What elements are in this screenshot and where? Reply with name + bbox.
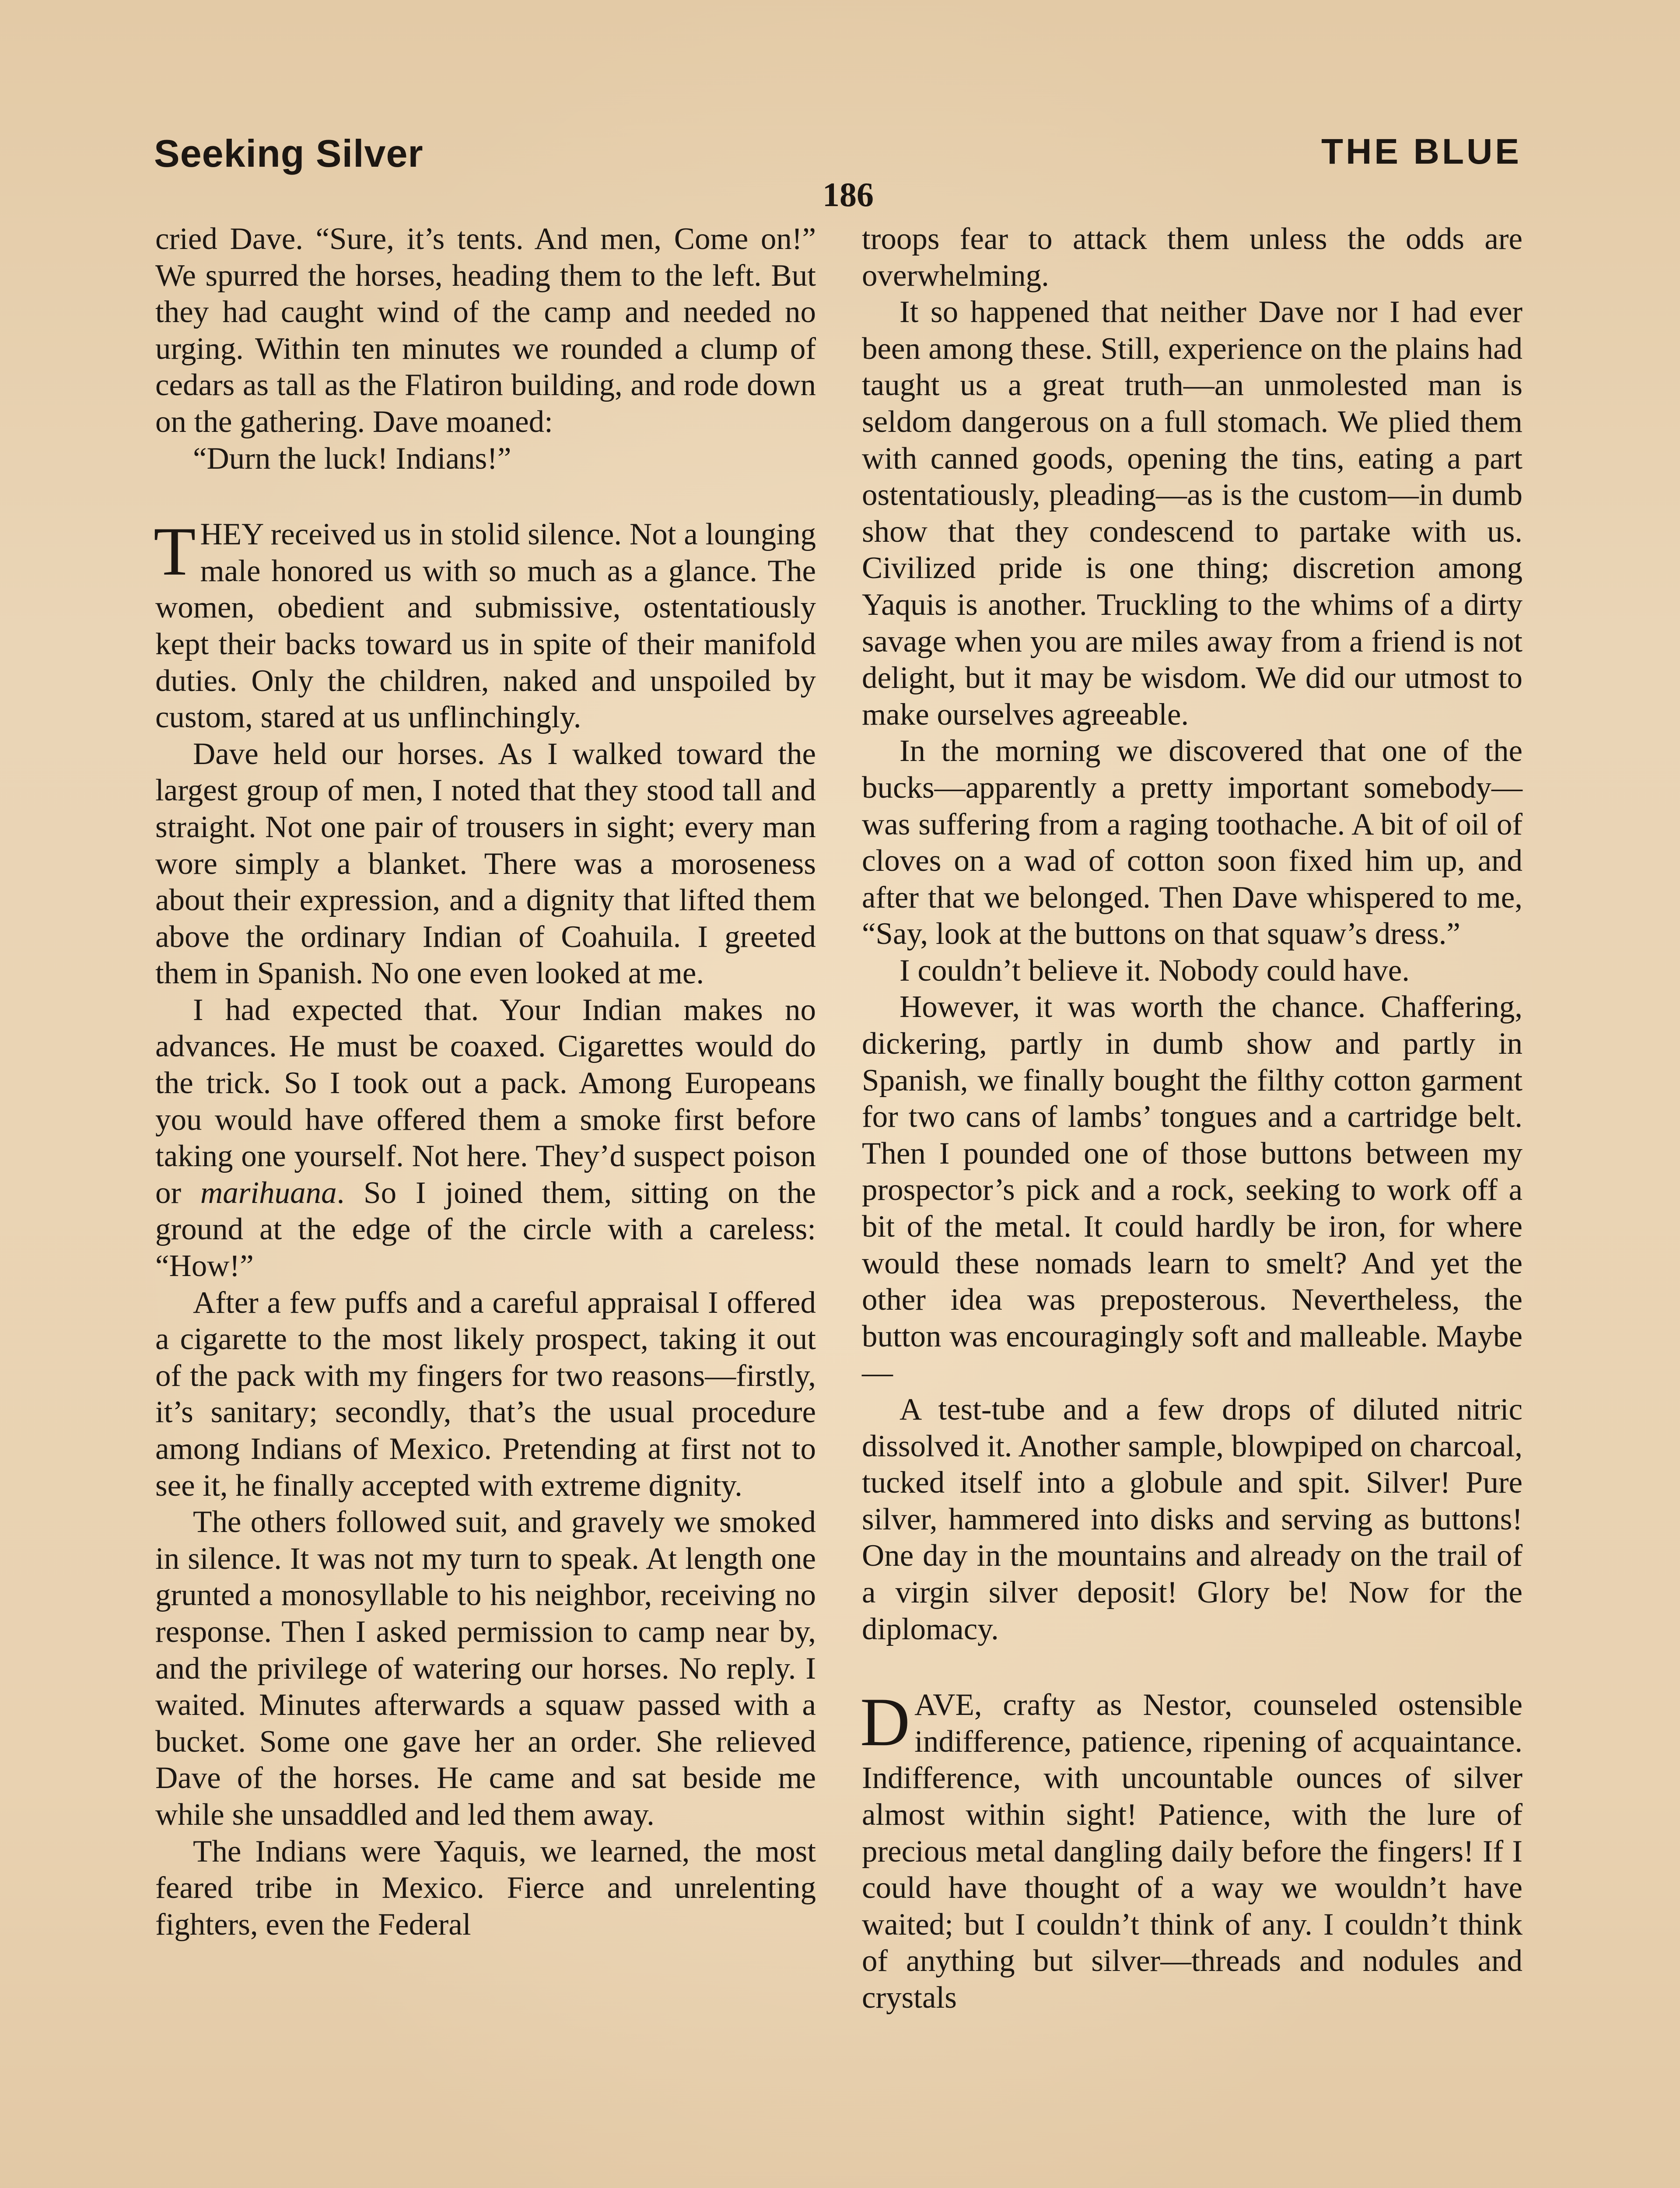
paragraph: I couldn’t believe it. Nobody could have. [900,953,1410,988]
drop-cap: T [154,513,196,590]
paragraph-text: . So I joined them, sitting on the ground at the edge of the circle with a careless: “How!” [155,1175,816,1283]
paragraph: After a few puffs and a careful appraisal I offered a cigarette to the most likely prospect, taking it out of the pack with my fingers for two reasons—firstly, it’s sanitary; secondly, that’s the usual procedure among Indians of Mexico. Pretending at first not to see it, he finally accepted with extreme dignity. [155,1285,816,1503]
magazine-name: THE BLUE [1321,132,1522,172]
paragraph: The others followed suit, and gravely we smoked in silence. It was not my turn to speak. At length one grunted a monosyllable to his neighbor, receiving no response. Then I asked permission to camp near by, and the privilege of watering our horses. No reply. I waited. Minutes afterwards a squaw passed with a bucket. Some one gave her an order. She relieved Dave of the horses. He came and sat beside me while she unsaddled and led them away. [155,1505,816,1832]
section-paragraph [154,513,816,736]
story-title: Seeking Silver [154,132,424,175]
paragraph-text: AVE, crafty as Nestor, counseled ostensible indifference, patience, ripening of acquaintance. Indifference, with uncountable ounces of silver almost within sight! Patience, with the lure of precious metal dangling daily before the fingers! If I could have thought of a way we wouldn’t have waited; but I couldn’t think of any. I couldn’t think of anything but silver—threads and nodules and crystals [862,1688,1522,2015]
drop-cap: D [860,1684,910,1761]
paragraph: troops fear to attack them unless the odds are overwhelming. [862,222,1522,293]
paragraph: However, it was worth the chance. Chaffering, dickering, partly in dumb show and partly in Spanish, we finally bought the filthy cotton garment for two cans of lambs’ tongues and a cartridge belt. Then I pounded one of those buttons between my prospector’s pick and a rock, seeking to work off a bit of the metal. It could hardly be iron, for where would these nomads learn to smelt? And yet the other idea was preposterous. Nevertheless, the button was encouragingly soft and malleable. Maybe— [862,990,1522,1390]
left-column [155,221,816,1943]
paragraph-text: HEY received us in stolid silence. Not a lounging male honored us with so much as a glance. The women, obedient and submissive, ostentatiously kept their backs toward us in spite of their manifold duties. Only the children, naked and unspoiled by custom, stared at us unflinchingly. [155,517,816,735]
paragraph: A test-tube and a few drops of diluted nitric dissolved it. Another sample, blowpiped on charcoal, tucked itself into a globule and spit. Silver! Pure silver, hammered into disks and serving as buttons! One day in the mountains and already on the trail of a virgin silver deposit! Glory be! Now for the diplomacy. [862,1392,1522,1646]
paragraph-text: I had expected that. Your Indian makes no advances. He must be coaxed. Cigarettes would do the trick. So I took out a pack. Among Europeans you would have offered them a smoke first before taking one yourself. Not here. They’d suspect poison or [155,992,816,1210]
paragraph: cried Dave. “Sure, it’s tents. And men, Come on!” We spurred the horses, heading them to the left. But they had caught wind of the camp and needed no urging. Within ten minutes we rounded a clump of cedars as tall as the Flatiron building, and rode down on the gathering. Dave moaned: [155,222,816,439]
right-column [862,221,1522,2016]
paragraph [155,992,816,1285]
italic-word: marihuana [200,1175,337,1210]
paragraph: The Indians were Yaquis, we learned, the most feared tribe in Mexico. Fierce and unrelenting fighters, even the Federal [155,1834,816,1942]
section-paragraph [860,1684,1522,2016]
paragraph: It so happened that neither Dave nor I had ever been among these. Still, experience on the plains had taught us a great truth—an unmolested man is seldom dangerous on a full stomach. We plied them with canned goods, opening the tins, eating a part ostentatiously, pleading—as is the custom—in dumb show that they condescend to partake with us. Civilized pride is one thing; discretion among Yaquis is another. Truckling to the whims of a dirty savage when you are miles away from a friend is not delight, but it may be wisdom. We did our utmost to make ourselves agreeable. [862,295,1522,732]
page-number: 186 [822,175,874,214]
paragraph: Dave held our horses. As I walked toward the largest group of men, I noted that they stood tall and straight. Not one pair of trousers in sight; every man wore simply a blanket. There was a moroseness about their expression, and a dignity that lifted them above the ordinary Indian of Coahuila. I greeted them in Spanish. No one even looked at me. [155,736,816,991]
paragraph: “Durn the luck! Indians!” [193,441,511,476]
paragraph: In the morning we discovered that one of the bucks—apparently a pretty important somebody—was suffering from a raging toothache. A bit of oil of cloves on a wad of cotton soon fixed him up, and after that we belonged. Then Dave whispered to me, “Say, look at the buttons on that squaw’s dress.” [862,734,1522,951]
